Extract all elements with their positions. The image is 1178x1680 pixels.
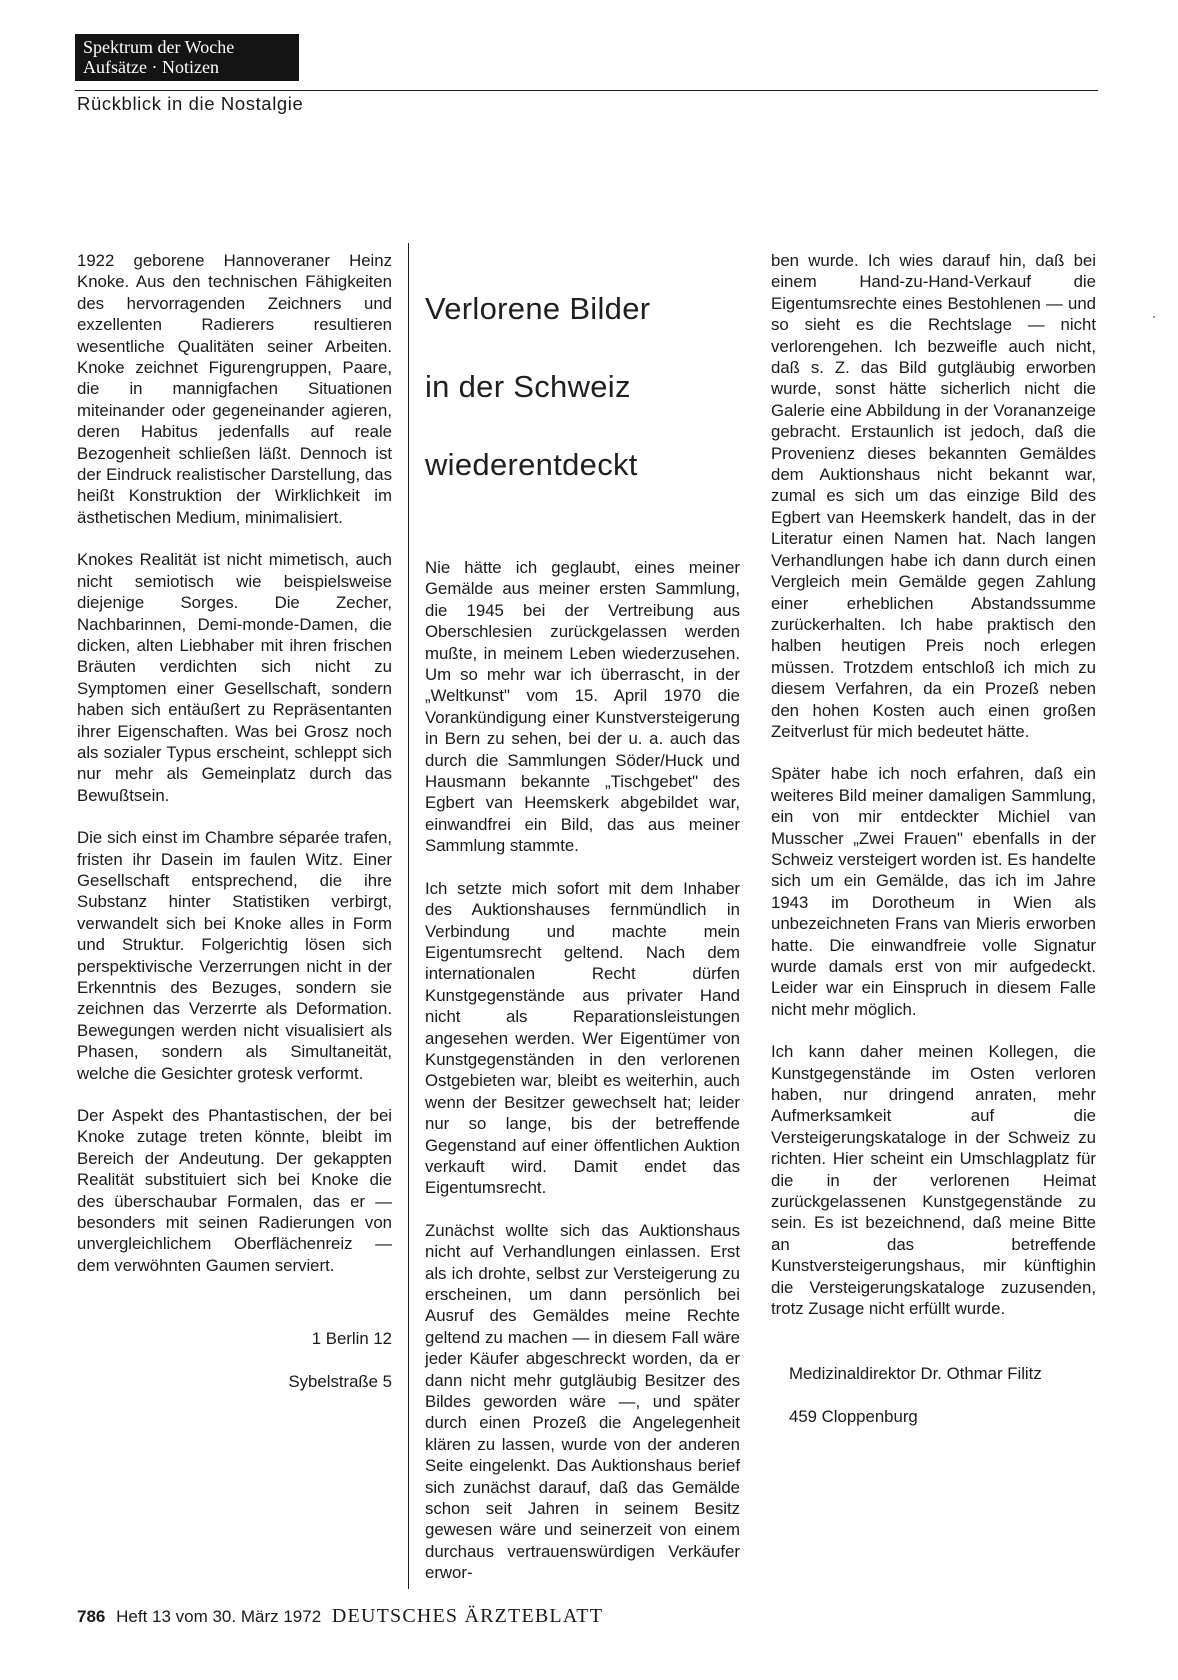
article-column-1	[425, 250, 740, 1584]
article-title-line2: in der Schweiz	[425, 369, 631, 404]
page-number: 786	[77, 1607, 106, 1626]
left-column	[77, 250, 392, 1413]
issue-info: Heft 13 vom 30. März 1972	[116, 1607, 322, 1626]
left-paragraph-1: 1922 geborene Hannoveraner Heinz Knoke. Aus den technischen Fähigkeiten des hervorragenden Zeichners und exzellenten Radierers resultieren wesentliche Qualitäten seiner Arbeiten. Knoke zeichnet Figurengruppen, Paare, die in mannigfachen Situationen miteinander oder gegeneinander agieren, deren Habitus jedenfalls auf reale Bezogenheit schließen läßt. Dennoch ist der Eindruck realistischer Darstellung, das heißt Konstruktion der Wirklichkeit im ästhetischen Medium, minimalisiert.	[77, 251, 392, 527]
section-label-line1: Spektrum der Woche	[83, 37, 235, 57]
article-paragraph-2: Ich setzte mich sofort mit dem Inhaber des Auktionshauses fernmündlich in Verbindung und machte mein Eigentumsrecht geltend. Nach dem internationalen Recht dürfen Kunstgegenstände aus privater Hand nicht als Reparationsleistungen angesehen werden. Wer Eigentümer von Kunstgegenständen in den verlorenen Ostgebieten war, bleibt es weiterhin, auch wenn der Besitzer gewechselt hat; leider nur so lange, bis der betreffende Gegenstand auf einer öffentlichen Auktion verkauft wird. Damit endet das Eigentumsrecht.	[425, 878, 740, 1198]
author-address	[77, 1306, 392, 1413]
section-label-box	[75, 34, 299, 81]
page-footer	[77, 1605, 603, 1628]
article-signature	[771, 1342, 1096, 1449]
left-paragraph-2: Knokes Realität ist nicht mimetisch, auch nicht semiotisch wie beispielsweise diejenige Sorges. Die Zecher, Nachbarinnen, Demi-monde-Damen, die dicken, alten Liebhaber mit ihren frischen Bräuten verdichten sich nicht zu Symptomen einer Gesellschaft, sondern haben sich entäußert zu Repräsentanten ihrer Eigenschaften. Was bei Grosz noch als sozialer Typus erscheint, schleppt sich nur mehr als Gemeinplatz durch das Bewußtsein.	[77, 550, 392, 805]
article-title-line3: wiederentdeckt	[425, 447, 638, 482]
left-paragraph-4: Der Aspekt des Phantastischen, der bei Knoke zutage treten könnte, bleibt im Bereich der Andeutung. Der gekappten Realität substituiert sich bei Knoke die des überschaubar Formalen, das er — besonders mit seinen Radierungen von unvergleichlichem Oberflächenreiz — dem verwöhnten Gaumen serviert.	[77, 1106, 392, 1275]
address-line2: Sybelstraße 5	[288, 1371, 392, 1391]
column-divider	[408, 243, 409, 1589]
header-rule	[75, 90, 1098, 91]
section-label-line2: Aufsätze · Notizen	[83, 57, 219, 77]
article-paragraph-3-part1: Zunächst wollte sich das Auktionshaus nicht auf Verhandlungen einlassen. Erst als ich drohte, selbst zur Versteigerung zu erscheinen, um dann persönlich bei Ausruf des Gemäldes meine Rechte geltend zu machen — in diesem Fall wäre jeder Käufer abgeschreckt worden, da er dann nicht mehr gutgläubig Besitzer des Bildes geworden wäre —, und später durch einen Prozeß die Angelegenheit klären zu lassen, wurde von der anderen Seite eingelenkt. Das Auktionshaus berief sich zunächst darauf, daß das Gemälde schon seit Jahren in seinem Besitz gewesen wäre und seinerzeit von einem durchaus vertrauenswürdigen Verkäufer erwor-	[425, 1220, 740, 1583]
signature-line2: 459 Cloppenburg	[789, 1406, 918, 1426]
article-column-2	[771, 250, 1096, 1449]
article-paragraph-5: Ich kann daher meinen Kollegen, die Kunstgegenstände im Osten verloren haben, nur dringend anraten, mehr Aufmerksamkeit auf die Versteigerungskataloge in der Schweiz zu richten. Hier scheint ein Umschlagplatz für die in der verlorenen Heimat zurückgelassenen Kunstgegenstände zu sein. Es ist bezeichnend, daß meine Bitte an das betreffende Kunstversteigerungshaus, mir künftighin die Versteigerungskataloge zuzusenden, trotz Zusage nicht erfüllt wurde.	[771, 1042, 1096, 1319]
signature-line1: Medizinaldirektor Dr. Othmar Filitz	[789, 1363, 1042, 1383]
left-paragraph-3: Die sich einst im Chambre séparée trafen, fristen ihr Dasein im faulen Witz. Einer Gesellschaft entsprechend, die ihre Substanz hinter Statistiken verbirgt, verwandelt sich bei Knoke alles in Form und Struktur. Folgerichtig lösen sich perspektivische Verzerrungen nicht in der Erkenntnis des Bezuges, sondern sie zeichnen das Verzerrte als Deformation. Bewegungen werden nicht visualisiert als Phasen, sondern als Simultaneität, welche die Gesichter grotesk verformt.	[77, 828, 392, 1083]
print-speck	[1153, 316, 1155, 318]
article-paragraph-3-part2: ben wurde. Ich wies darauf hin, daß bei einem Hand-zu-Hand-Verkauf die Eigentumsrechte eines Bestohlenen — und so sieht es die Rechtslage — nicht verlorengehen. Ich bezweifle auch nicht, daß s. Z. das Bild gutgläubig erworben wurde, sonst hätte sicherlich nicht die Galerie eine Abbildung in der Vorananzeige gebracht. Erstaunlich ist jedoch, daß die Provenienz dieses bekannten Gemäldes dem Auktionshaus nicht bekannt war, zumal es sich um das einzige Bild des Egbert van Heemskerk handelt, das in der Literatur einen Namen hat. Nach langen Verhandlungen habe ich dann durch einen Vergleich mein Gemälde gegen Zahlung einer erheblichen Abstandssumme zurückerhalten. Ich habe praktisch den halben heutigen Preis noch erlegen müssen. Trotzdem entschloß ich mich zu diesem Verfahren, da ein Prozeß neben den hohen Kosten auch einen großen Zeitverlust für mich bedeutet hätte.	[771, 251, 1096, 741]
journal-name: DEUTSCHES ÄRZTEBLATT	[331, 1605, 604, 1627]
article-title	[425, 250, 740, 523]
section-title: Rückblick in die Nostalgie	[77, 93, 304, 114]
article-paragraph-1: Nie hätte ich geglaubt, eines meiner Gemälde aus meiner ersten Sammlung, die 1945 bei der Vertreibung aus Oberschlesien zurückgelassen werden mußte, in meinem Leben wiederzusehen. Um so mehr war ich überrascht, in der „Weltkunst" vom 15. April 1970 die Vorankündigung einer Kunstversteigerung in Bern zu sehen, bei der u. a. auch das durch die Sammlungen Söder/Huck und Hausmann bekannte „Tischgebet" des Egbert van Heemskerk abgebildet war, einwandfrei ein Bild, das aus meiner Sammlung stammte.	[425, 558, 740, 856]
article-title-line1: Verlorene Bilder	[425, 291, 651, 326]
article-paragraph-4: Später habe ich noch erfahren, daß ein weiteres Bild meiner damaligen Sammlung, ein von mir entdeckter Michiel van Musscher „Zwei Frauen" ebenfalls in der Schweiz versteigert worden ist. Es handelte sich um ein Gemälde, das ich im Jahre 1943 im Dorotheum in Wien als unbezeichneten Frans van Mieris erworben hatte. Die einwandfreie volle Signatur wurde damals erst von mir aufgedeckt. Leider war ein Einspruch in diesem Falle nicht mehr möglich.	[771, 764, 1096, 1019]
address-line1: 1 Berlin 12	[311, 1328, 392, 1348]
